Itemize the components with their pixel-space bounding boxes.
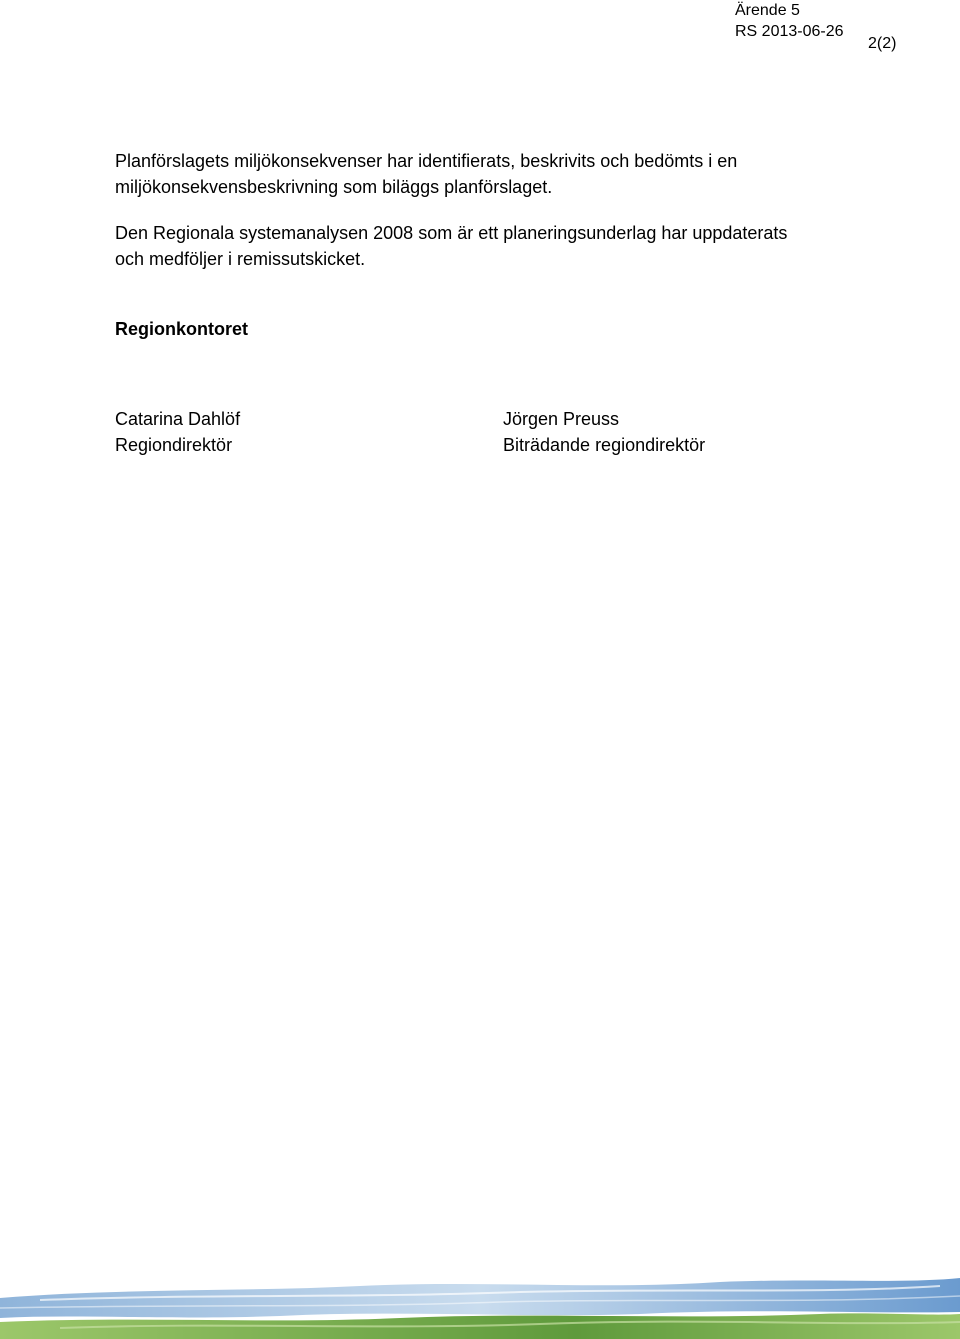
paragraph-line: miljökonsekvensbeskrivning som biläggs planförslaget. (115, 177, 553, 197)
page-number: 2(2) (868, 35, 897, 52)
footer-landscape-decoration (0, 1270, 960, 1339)
signatory-title: Biträdande regiondirektör (503, 435, 706, 455)
paragraph-system-analysis (115, 220, 875, 272)
paragraph-environmental-impact (115, 148, 875, 200)
section-heading: Regionkontoret (115, 319, 248, 339)
signatory-title: Regiondirektör (115, 435, 233, 455)
paragraph-line: Planförslagets miljökonsekvenser har identifierats, beskrivits och bedömts i en (115, 151, 738, 171)
document-date: RS 2013-06-26 (735, 23, 844, 40)
signatory-name: Catarina Dahlöf (115, 409, 241, 429)
case-label: Ärende 5 (735, 2, 800, 19)
signatory-name: Jörgen Preuss (503, 409, 620, 429)
paragraph-line: och medföljer i remissutskicket. (115, 249, 366, 269)
document-reference (735, 0, 844, 42)
signature-block-right (503, 406, 705, 458)
paragraph-line: Den Regionala systemanalysen 2008 som är ett planeringsunderlag har uppdaterats (115, 223, 788, 243)
signature-block-left (115, 406, 240, 458)
